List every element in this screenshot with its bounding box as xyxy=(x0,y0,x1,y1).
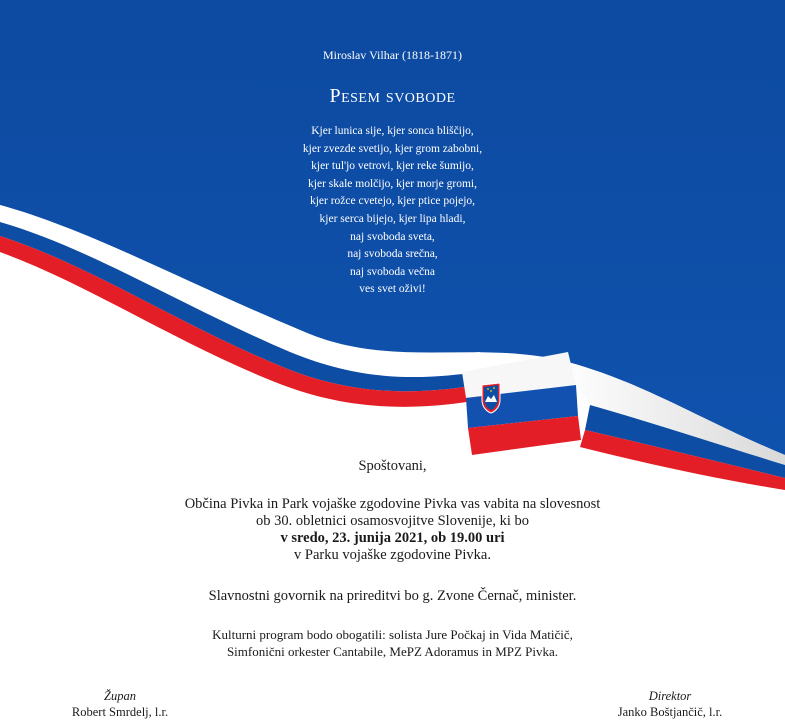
director-signature xyxy=(590,688,750,720)
invitation-line: ob 30. obletnici osamosvojitve Slovenije, ki bo xyxy=(255,513,530,529)
signature-name: Robert Smrdelj, l.r. xyxy=(71,705,169,719)
poem-line: kjer tul'jo vetrovi, kjer reke šumijo, xyxy=(311,160,474,173)
poem-line: kjer serca bijejo, kjer lipa hladi, xyxy=(319,212,466,225)
poem-line: naj svoboda sveta, xyxy=(350,230,435,243)
event-location: v Parku vojaške zgodovine Pivka. xyxy=(294,547,491,563)
salutation: Spoštovani, xyxy=(358,458,427,474)
poem-line: ves svet oživi! xyxy=(359,283,426,296)
poem-title: Pesem svobode xyxy=(329,85,456,107)
program-line: Kulturni program bodo obogatili: solista Jure Počkaj in Vida Matičič, xyxy=(212,627,573,642)
signature-role: Direktor xyxy=(648,689,692,703)
slovenian-coat-of-arms-icon xyxy=(482,383,500,413)
speaker-text: Slavnostni govornik na prireditvi bo g. Zvone Černač, minister. xyxy=(208,588,577,604)
event-date: v sredo, 23. junija 2021, ob 19.00 uri xyxy=(280,530,505,546)
invitation-line: Občina Pivka in Park vojaške zgodovine Pivka vas vabita na slovesnost xyxy=(184,496,601,512)
poem-author: Miroslav Vilhar (1818-1871) xyxy=(322,48,463,62)
poem-line: kjer zvezde svetijo, kjer grom zabobni, xyxy=(302,142,483,155)
poem-line: naj svoboda večna xyxy=(350,265,435,278)
program-line: Simfonični orkester Cantabile, MePZ Adoramus in MPZ Pivka. xyxy=(226,644,559,659)
poem-line: kjer rožce cvetejo, kjer ptice pojejo, xyxy=(309,195,476,208)
invitation-text xyxy=(0,496,785,564)
poem-line: naj svoboda srečna, xyxy=(347,248,438,261)
signature-name: Janko Boštjančič, l.r. xyxy=(617,705,723,719)
poem-line: kjer skale molčijo, kjer morje gromi, xyxy=(308,177,477,190)
mayor-signature xyxy=(55,688,185,720)
poem-text xyxy=(0,123,785,299)
signature-role: Župan xyxy=(104,689,136,703)
poem-line: Kjer lunica sije, kjer sonca bliščijo, xyxy=(311,125,474,137)
program-text xyxy=(0,626,785,660)
